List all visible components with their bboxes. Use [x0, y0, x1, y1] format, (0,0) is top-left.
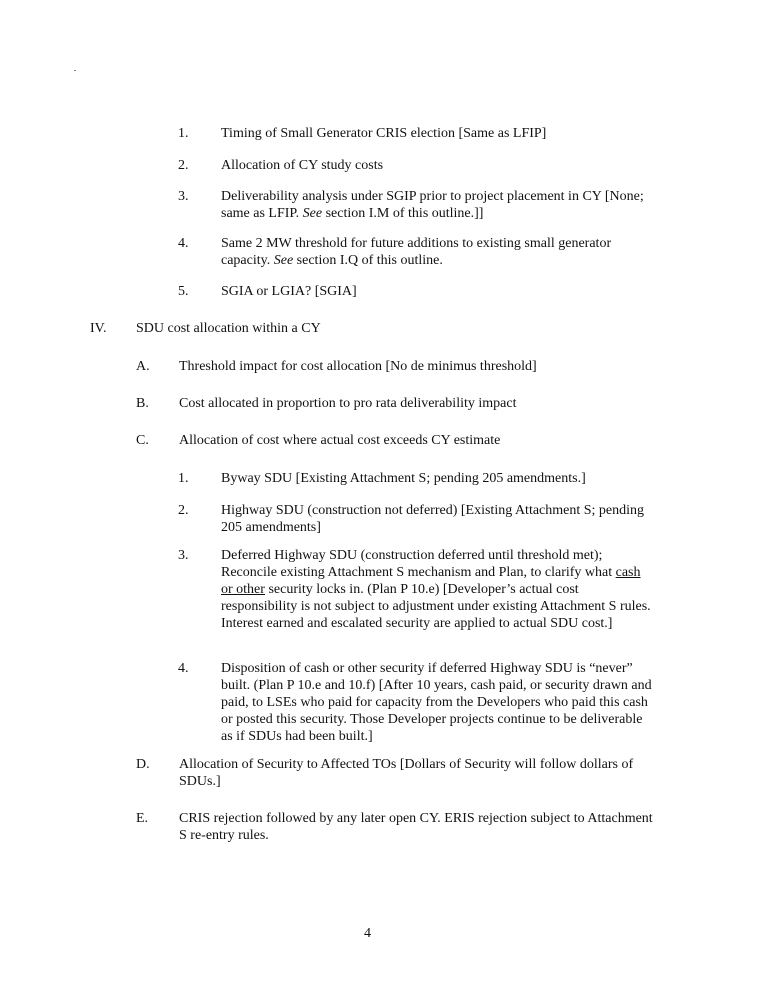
subsection-text: Allocation of Security to Affected TOs [Dollars of Security will follow dollars of SDUs.]: [179, 757, 634, 789]
subsection-letter: B.: [136, 396, 149, 411]
item-number: 1.: [178, 126, 189, 141]
subsection-text: Threshold impact for cost allocation [No de minimus threshold]: [179, 359, 537, 374]
item-number: 2.: [178, 503, 189, 518]
subsection-letter: C.: [136, 433, 149, 448]
item-number: 5.: [178, 284, 189, 299]
underlined-text: cash or other: [221, 565, 641, 597]
item-text: Highway SDU (construction not deferred) [Existing Attachment S; pending 205 amendments]: [221, 503, 645, 535]
section-number: IV.: [90, 321, 107, 336]
subsection-text: CRIS rejection followed by any later open CY. ERIS rejection subject to Attachment S re-entry rules.: [179, 811, 653, 843]
item-text: Timing of Small Generator CRIS election [Same as LFIP]: [221, 126, 547, 141]
item-text: Disposition of cash or other security if deferred Highway SDU is “never” built. (Plan P 10.e and 10.f) [After 10 years, cash paid, or security drawn and paid, to LSEs who paid for capacity from the Developers who paid this cash or posted this security. Those Developer projects continue to be deliverable as if SDUs had been built.]: [221, 661, 652, 744]
subsection-text: Cost allocated in proportion to pro rata deliverability impact: [179, 396, 517, 411]
section-title: SDU cost allocation within a CY: [136, 321, 321, 336]
scan-mark: [74, 70, 76, 71]
item-number: 3.: [178, 189, 189, 204]
item-number: 1.: [178, 471, 189, 486]
subsection-letter: A.: [136, 359, 150, 374]
item-text: Same 2 MW threshold for future additions to existing small generator capacity. See section I.Q of this outline.: [221, 236, 612, 268]
item-number: 4.: [178, 661, 189, 676]
item-number: 4.: [178, 236, 189, 251]
item-text: Allocation of CY study costs: [221, 158, 384, 173]
subsection-letter: E.: [136, 811, 149, 826]
see-reference: See: [273, 253, 294, 268]
page-number: 4: [364, 926, 371, 941]
item-number: 3.: [178, 548, 189, 563]
item-text: Deliverability analysis under SGIP prior to project placement in CY [None; same as LFIP. See section I.M of this outline.]]: [221, 189, 644, 221]
see-reference: See: [302, 206, 323, 221]
item-number: 2.: [178, 158, 189, 173]
item-text: SGIA or LGIA? [SGIA]: [221, 284, 357, 299]
subsection-letter: D.: [136, 757, 150, 772]
subsection-text: Allocation of cost where actual cost exceeds CY estimate: [179, 433, 501, 448]
item-text: Byway SDU [Existing Attachment S; pending 205 amendments.]: [221, 471, 586, 486]
item-text: Deferred Highway SDU (construction deferred until threshold met); Reconcile existing Attachment S mechanism and Plan, to clarify what cash or other security locks in. (Plan P 10.e) [Developer’s actual cost responsibility is not subject to adjustment under existing Attachment S rules. Interest earned and escalated security are applied to actual SDU cost.]: [221, 548, 651, 631]
